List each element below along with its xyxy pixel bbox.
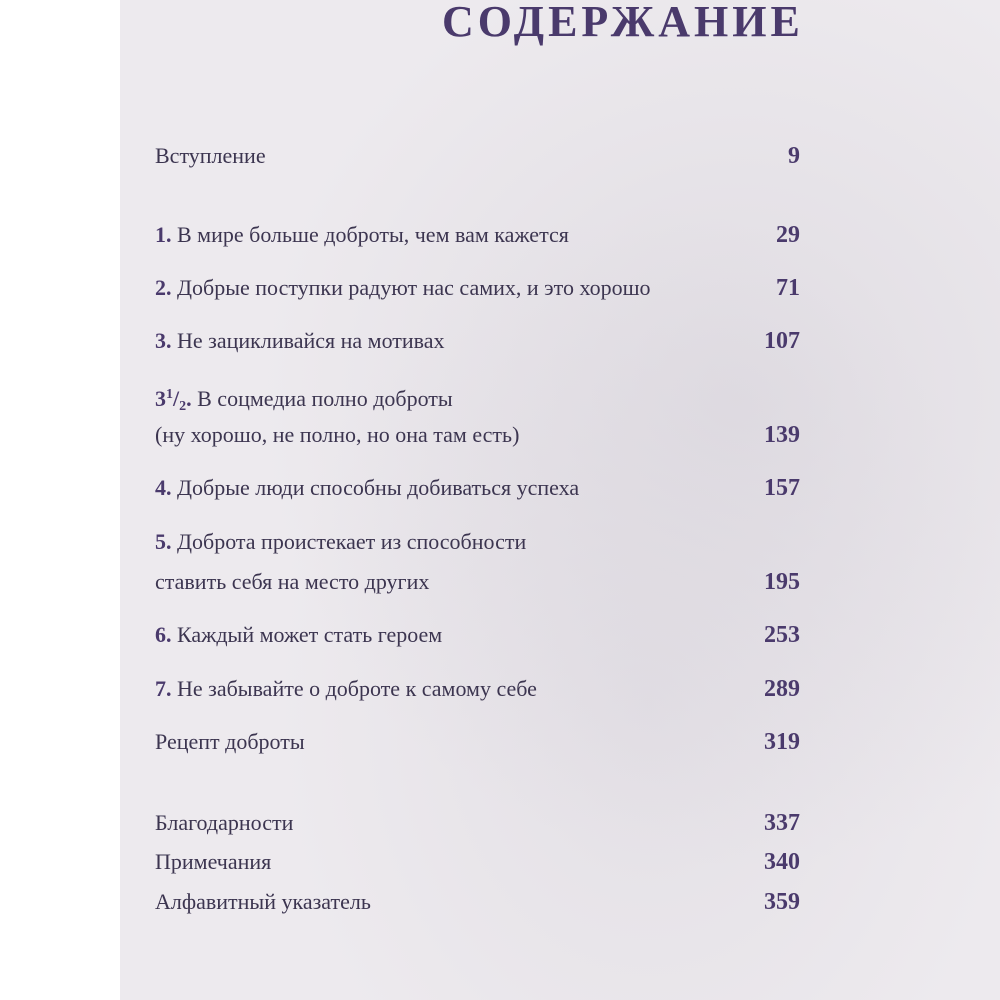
toc-entry-title-continued: (ну хорошо, не полно, но она там есть) [155,422,520,447]
toc-entry-chapter-3-half [155,382,800,448]
toc-page-number: 337 [764,810,800,836]
chapter-number: $3^1/_2$. [155,386,192,414]
chapter-number: 2. [155,275,172,300]
toc-entry-title: Каждый может стать героем [177,622,443,647]
toc-entry-chapter-5 [155,529,800,595]
toc-entry-title: Примечания [155,849,272,874]
toc-entry-chapter-6 [155,622,800,648]
toc-page-number: 139 [764,422,800,448]
toc-entry-chapter-2 [155,275,800,301]
toc-entry-title: Алфавитный указатель [155,889,371,914]
toc-page-number: 29 [776,222,800,248]
toc-page-number: 71 [776,275,800,301]
toc-entry-title-continued: ставить себя на место других [155,569,430,594]
toc-page-number: 340 [764,849,800,875]
toc-entry-acknowledgements [155,810,800,836]
chapter-number: 4. [155,475,172,500]
chapter-number: 7. [155,676,172,701]
page-title: СОДЕРЖАНИЕ [442,0,804,46]
toc-entry-notes [155,849,800,875]
toc-entry-chapter-1 [155,222,800,248]
toc-entry-chapter-4 [155,475,800,501]
chapter-number: 1. [155,222,172,247]
toc-entry-title: В мире больше доброты, чем вам кажется [177,222,569,247]
chapter-number: 3. [155,328,172,353]
toc-entry-index [155,889,800,915]
chapter-number: 5. [155,529,172,554]
toc-entry-recipe [155,729,800,755]
toc-page-number: 289 [764,676,800,702]
toc-page-number: 253 [764,622,800,648]
toc-entry-title: Добрые поступки радуют нас самих, и это хорошо [177,275,651,300]
toc-entry-intro [155,143,800,169]
toc-entry-title: В соцмедиа полно доброты [197,386,453,411]
toc-entry-title: Не зацикливайся на мотивах [177,328,445,353]
toc-entry-title: Рецепт доброты [155,729,305,754]
chapter-number: 6. [155,622,172,647]
toc-entry-chapter-3 [155,328,800,354]
toc-entry-title: Не забывайте о доброте к самому себе [177,676,537,701]
toc-page-number: 359 [764,889,800,915]
toc-page-number: 157 [764,475,800,501]
toc-page-number: 107 [764,328,800,354]
toc-entry-title: Благодарности [155,810,294,835]
toc-entry-title: Добрые люди способны добиваться успеха [177,475,580,500]
toc-entry-title: Вступление [155,143,266,168]
toc-entry-chapter-7 [155,676,800,702]
toc-page-number: 195 [764,569,800,595]
toc-entry-title: Доброта проистекает из способности [177,529,527,554]
toc-page-number: 319 [764,729,800,755]
toc-page-number: 9 [788,143,800,169]
